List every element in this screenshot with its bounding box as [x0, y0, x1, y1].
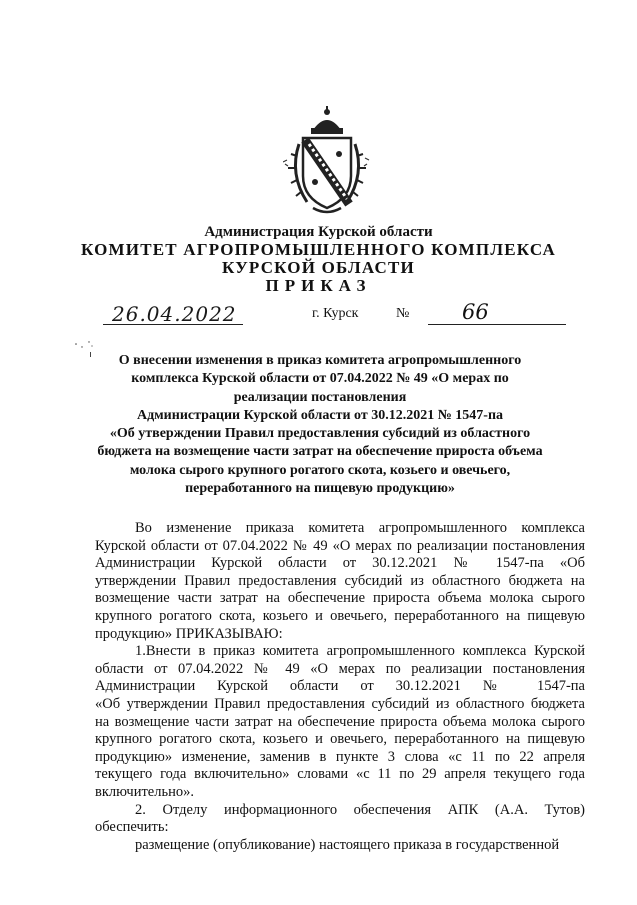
body-line: крупного рогатого скота, козьего и овечьего, переработанного на пищевую	[95, 607, 585, 624]
committee-name: КОМИТЕТ АГРОПРОМЫШЛЕННОГО КОМПЛЕКСА	[81, 240, 556, 259]
body-line: «Об утверждении Правил предоставления субсидий из областного бюджета	[95, 695, 585, 712]
body-line: утверждении Правил предоставления субсидий из областного бюджета на	[95, 572, 585, 589]
document-number: 66	[462, 300, 489, 324]
subject-line: переработанного на пищевую продукцию»	[185, 481, 455, 497]
body-line: размещение (опубликование) настоящего приказа в государственной	[135, 836, 560, 853]
subject-line: Администрации Курской области от 30.12.2021 № 1547-па	[136, 407, 504, 423]
body-line: обеспечить:	[95, 819, 169, 836]
body-line: Администрации Курской области от 30.12.2021 № 1547-па	[95, 678, 585, 695]
order-body	[95, 520, 585, 854]
body-line: 1.Внести в приказ комитета агропромышленного комплекса Курской	[135, 643, 585, 660]
body-line: области от 07.04.2022 № 49 «О мерах по реализации постановления	[95, 660, 585, 677]
subject-line: реализации постановления	[233, 389, 407, 405]
subject-line: комплекса Курской области от 07.04.2022 № 49 «О мерах по	[131, 371, 509, 387]
body-line: крупного рогатого скота, козьего и овечьего, переработанного на пищевую	[95, 731, 585, 748]
document-date: 26.04.2022	[112, 302, 237, 326]
body-line: продукцию» изменение, заменив в пункте 3 слова «с 11 по 22 апреля	[95, 748, 585, 765]
body-line: включительно».	[95, 783, 194, 800]
body-line: на возмещение части затрат на обеспечение прироста объема молока сырого	[95, 713, 585, 730]
body-line: Администрации Курской области от 30.12.2021 № 1547-па «Об	[95, 555, 585, 572]
body-line: Курской области от 07.04.2022 № 49 «О мерах по реализации постановления	[95, 537, 585, 554]
body-line: возмещение части затрат на обеспечение прироста объема молока сырого	[95, 590, 585, 607]
order-subject	[70, 352, 570, 498]
kursk-coat-of-arms-icon	[283, 104, 371, 220]
body-line: текущего года включительно» словами «с 11 по 29 апреля текущего года	[95, 766, 585, 783]
document-type: ПРИКАЗ	[265, 276, 372, 295]
date-underline	[103, 323, 243, 325]
number-underline	[428, 323, 566, 325]
administration-name: Администрация Курской области	[204, 224, 433, 240]
number-sign: №	[396, 306, 410, 321]
body-line: Во изменение приказа комитета агропромышленного комплекса	[135, 520, 585, 536]
body-line: продукцию» ПРИКАЗЫВАЮ:	[95, 625, 283, 642]
subject-line: молока сырого крупного рогатого скота, козьего и овечьего,	[129, 462, 511, 478]
document-city: г. Курск	[312, 306, 359, 321]
subject-line: бюджета на возмещение части затрат на обеспечение прироста объема	[97, 444, 543, 460]
body-line: 2. Отделу информационного обеспечения АПК (А.А. Тутов)	[135, 801, 585, 818]
subject-line: О внесении изменения в приказ комитета агропромышленного	[118, 353, 522, 368]
subject-line: «Об утверждении Правил предоставления субсидий из областного	[109, 426, 531, 442]
region-name: КУРСКОЙ ОБЛАСТИ	[222, 258, 415, 277]
